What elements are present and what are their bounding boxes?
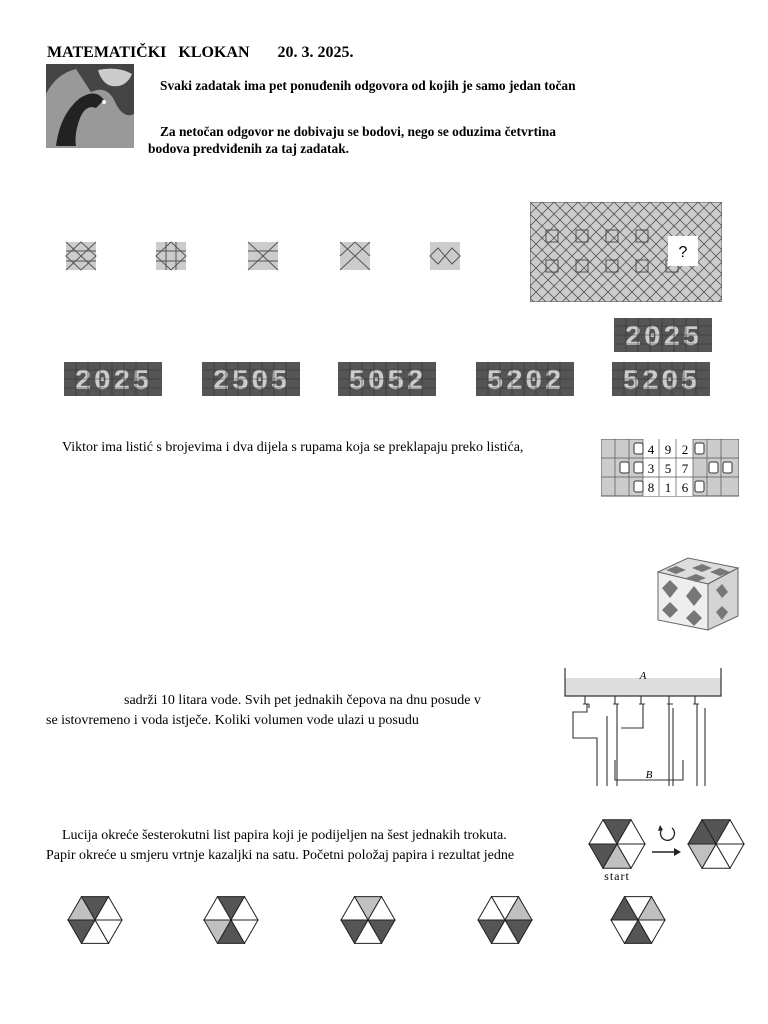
hexagon-problem-line1: Lucija okreće šesterokutni list papira koji je podijeljen na šest jednakih trokuta.	[62, 828, 507, 843]
arrow-right-icon	[652, 848, 681, 856]
start-label: start	[604, 869, 630, 883]
svg-text:8: 8	[647, 480, 655, 495]
svg-text:1: 1	[664, 480, 672, 495]
tank-label-a: A	[639, 670, 647, 682]
tile-option-a[interactable]	[66, 242, 96, 270]
svg-text:5205: 5205	[622, 365, 700, 396]
tile-option-c[interactable]	[248, 242, 278, 270]
water-problem-line1: sadrži 10 litara vode. Svih pet jednakih čepova na dnu posude v	[124, 693, 481, 708]
svg-text:2505: 2505	[212, 365, 290, 396]
svg-text:2025: 2025	[74, 365, 152, 396]
tank-label-b: B	[645, 769, 653, 781]
svg-text:9: 9	[664, 442, 672, 457]
hexagon-options	[64, 894, 674, 948]
tile-option-b[interactable]	[156, 242, 186, 270]
viktor-problem-text: Viktor ima listić s brojevima i dva dijela s rupama koja se preklapaju preko listića,	[62, 440, 524, 455]
rule-penalty-line2: bodova predviđenih za taj zadatak.	[148, 141, 350, 156]
svg-text:7: 7	[681, 461, 689, 476]
hexagon-start-result	[588, 818, 748, 884]
svg-text:6: 6	[681, 480, 689, 495]
hexagon-option-b[interactable]	[204, 897, 258, 944]
hexagon-start	[589, 820, 645, 869]
tile-option-e[interactable]	[430, 242, 460, 270]
svg-text:5: 5	[664, 461, 672, 476]
code-option-b[interactable]	[202, 362, 300, 396]
svg-text:5202: 5202	[486, 365, 564, 396]
hexagon-option-c[interactable]	[341, 897, 395, 944]
hexagon-option-e[interactable]	[611, 897, 665, 944]
code-target	[614, 318, 712, 352]
svg-text:5052: 5052	[348, 365, 426, 396]
rule-one-answer: Svaki zadatak ima pet ponuđenih odgovora od kojih je samo jedan točan	[160, 78, 576, 93]
tank-diagram	[561, 668, 725, 788]
tiled-pattern	[530, 202, 722, 302]
hexagon-problem-line2: Papir okreće u smjeru vrtnje kazaljki na satu. Početni položaj papira i rezultat jedne	[46, 848, 515, 863]
rule-penalty-line1: Za netočan odgovor ne dobivaju se bodovi, nego se oduzima četvrtina	[160, 124, 556, 139]
code-option-d[interactable]	[476, 362, 574, 396]
tile-options	[60, 238, 470, 274]
hexagon-option-d[interactable]	[478, 897, 532, 944]
kangaroo-logo	[46, 64, 134, 148]
code-target-digits: 2025	[624, 321, 702, 352]
number-grid	[601, 439, 739, 497]
svg-text:4: 4	[647, 442, 655, 457]
tile-option-d[interactable]	[340, 242, 370, 270]
svg-text:2: 2	[681, 442, 689, 457]
document-title: MATEMATIČKI KLOKAN 20. 3. 2025.	[47, 44, 354, 61]
patterned-cube	[654, 556, 740, 632]
water-problem-line2: se istovremeno i voda istječe. Koliki volumen vode ulazi u posudu	[46, 713, 419, 728]
svg-text:3: 3	[647, 461, 655, 476]
hexagon-result	[688, 820, 744, 869]
missing-tile-marker: ?	[678, 244, 688, 261]
hexagon-option-a[interactable]	[68, 897, 122, 944]
code-option-e[interactable]	[612, 362, 710, 396]
code-option-a[interactable]	[64, 362, 162, 396]
code-option-c[interactable]	[338, 362, 436, 396]
code-options	[64, 362, 714, 396]
rotate-clockwise-icon	[658, 825, 674, 840]
